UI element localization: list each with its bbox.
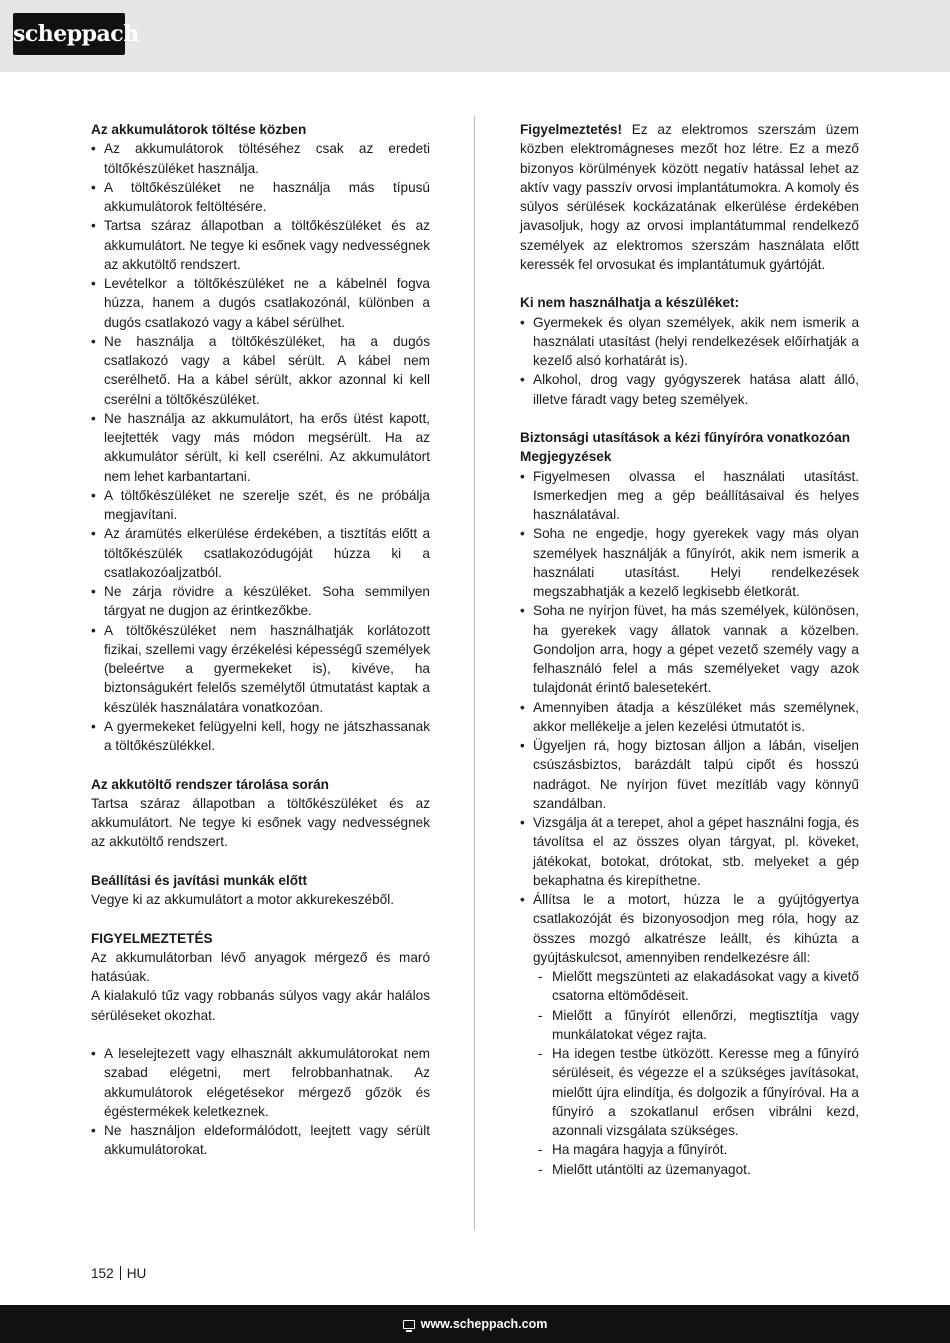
warning-text-1: Az akkumulátorban lévő anyagok mérgező és maró hatásúak.: [91, 949, 430, 984]
list-item: • Tartsa száraz állapotban a töltőkészüléket és az akkumulátort. Ne tegye ki esőnek vagy nedvességnek az akkutöltő rendszert.: [91, 216, 430, 274]
maintenance-text: Vegye ki az akkumulátort a motor akkurekeszéből.: [91, 892, 394, 907]
list-item: • Az áramütés elkerülése érdekében, a tisztítás előtt a töltőkészülék csatlakozódugóját húzza ki a csatlakozóaljzatból.: [91, 524, 430, 582]
emf-warning-lead: Figyelmeztetés!: [520, 122, 622, 137]
list-item: • Ne használja a töltőkészüléket, ha a dugós csatlakozó vagy a kábel sérült. A kábel nem cserélhető. Ha a kábel sérült, akkor azonnal ki kell cserélni a töltőkészüléket.: [91, 332, 430, 409]
section-title-who: Ki nem használhatja a készüléket:: [520, 295, 740, 311]
sub-list-item: - Ha magára hagyja a fűnyírót.: [538, 1140, 859, 1159]
emf-warning: [520, 120, 859, 274]
list-item: • A leselejtezett vagy elhasznált akkumulátorokat nem szabad elégetni, mert felrobbanhatnak. Az akkumulátorok elégetésekor mérgező gőzök és égéstermékek keletkeznek.: [91, 1044, 430, 1121]
list-item: • Soha ne nyírjon füvet, ha más személyek, különösen, ha gyerekek vagy állatok vannak a közelben. Gondoljon arra, hogy a gépet vezető személy vagy a felhasználó felel a más személyeket vagy azok tulajdonát érintő balesetekért.: [520, 601, 859, 697]
list-item: • Az akkumulátorok töltéséhez csak az eredeti töltőkészüléket használja.: [91, 139, 430, 178]
section-title-notes: Megjegyzések: [520, 449, 612, 465]
list-item: • Levételkor a töltőkészüléket ne a kábelnél fogva húzza, hanem a dugós csatlakozónál, különben a dugós csatlakozó vagy a kábel sérülhet.: [91, 274, 430, 332]
section-title-storage: Az akkutöltő rendszer tárolása során: [91, 776, 329, 792]
bottom-bar: [0, 1305, 950, 1343]
sub-list-item: - Mielőtt a fűnyírót ellenőrzi, megtisztítja vagy munkálatokat végez rajta.: [538, 1006, 859, 1045]
right-column: [520, 120, 859, 1179]
list-item: • Amennyiben átadja a készüléket más személynek, akkor mellékelje a jelen kezelési útmutatót is.: [520, 698, 859, 737]
notes-sublist: [538, 967, 859, 1179]
page-number: 152: [91, 1266, 114, 1281]
list-item: • Vizsgálja át a terepet, ahol a gépet használni fogja, és távolítsa el az összes olyan tárgyat, pl. köveket, játékokat, botokat, drótokat, stb. melyeket a gép bekaphatna és kirepíthetne.: [520, 813, 859, 890]
sub-list-item: - Mielőtt megszünteti az elakadásokat vagy a kivető csatorna eltömődéseit.: [538, 967, 859, 1006]
list-item: • Ügyeljen rá, hogy biztosan álljon a lábán, viseljen csúszásbiztos, barázdált talpú cipőt és hosszú nadrágot. Ne nyírjon füvet mezítláb vagy könnyű szandálban.: [520, 736, 859, 813]
warning-text-2: A kialakuló tűz vagy robbanás súlyos vagy akár halálos sérüléseket okozhat.: [91, 988, 430, 1023]
list-item: • Alkohol, drog vagy gyógyszerek hatása alatt álló, illetve fáradt vagy beteg személyek.: [520, 370, 859, 409]
section-title-warning: FIGYELMEZTETÉS: [91, 930, 213, 946]
sub-list-item: - Mielőtt utántölti az üzemanyagot.: [538, 1160, 859, 1179]
list-item: • Ne zárja rövidre a készüléket. Soha semmilyen tárgyat ne dugjon az érintkezőkbe.: [91, 582, 430, 621]
list-item: • Soha ne engedje, hogy gyerekek vagy más olyan személyek használják a fűnyírót, akik nem ismerik a használati utasítást. Helyi rendelkezések megszabhatják a kezelő legkisebb életkorát.: [520, 524, 859, 601]
header-bar: [0, 0, 950, 72]
sub-list-item: - Ha idegen testbe ütközött. Keresse meg a fűnyíró sérüléseit, és végezze el a szükséges javításokat, mielőtt újra elindítja, és dolgozik a fűnyíróval. Ha a fűnyíró a szokatlanul erősen vibrálni kezd, azonnali vizsgálata szükséges.: [538, 1044, 859, 1140]
emf-warning-text: Ez az elektromos szerszám üzem közben elektromágneses mezőt hoz létre. Ez a mező bizonyos körülmények között negatív hatással lehet az aktív vagy passzív orvosi implantátumokra. A komoly és súlyos sérülések kockázatának elkerülése érdekében javasoljuk, hogy az orvosi implantátummal rendelkező személyek az elektromos szerszám használata előtt keressék fel orvosukat és implantátumuk gyártóját.: [520, 122, 859, 272]
list-item: • Ne használja az akkumulátort, ha erős ütést kapott, leejtették vagy más módon megsérült. Ha az akkumulátor sérült, ki kell cserélni. Az akkumulátort nem lehet karbantartani.: [91, 409, 430, 486]
list-item: • Állítsa le a motort, húzza le a gyújtógyertya csatlakozóját és bizonyosodjon meg róla, hogy az összes mozgó alkatrésze leállt, és kihúzta a gyújtáskulcsot, amennyiben rendelkezésre áll:: [520, 890, 859, 967]
page-footer: [91, 1264, 146, 1283]
list-item: • A töltőkészüléket ne szerelje szét, és ne próbálja megjavítani.: [91, 486, 430, 525]
left-column: [91, 120, 430, 1160]
brand-logo: scheppach: [13, 13, 125, 55]
who-list: [520, 313, 859, 409]
charging-list: [91, 139, 430, 755]
list-item: • Ne használjon eldeformálódott, leejtett vagy sérült akkumulátorokat.: [91, 1121, 430, 1160]
section-title-charging: Az akkumulátorok töltése közben: [91, 122, 307, 137]
section-title-maintenance: Beállítási és javítási munkák előtt: [91, 872, 308, 888]
language-code: HU: [126, 1266, 147, 1281]
monitor-icon: [403, 1320, 415, 1329]
list-item: • A töltőkészüléket nem használhatják korlátozott fizikai, szellemi vagy érzékelési képességű személyek (beleértve a gyermekeket is), kivéve, ha biztonságukért felelős személytől útmutatást kaptak a készülék használatára vonatkozóan.: [91, 621, 430, 717]
column-divider: [474, 116, 475, 1230]
notes-list: [520, 467, 859, 968]
list-item: • Gyermekek és olyan személyek, akik nem ismerik a használati utasítást (helyi rendelkezések előírhatják a kezelő alsó korhatárát is).: [520, 313, 859, 371]
warning-list: [91, 1044, 430, 1160]
list-item: • A gyermekeket felügyelni kell, hogy ne játszhassanak a töltőkészülékkel.: [91, 717, 430, 756]
storage-text: Tartsa száraz állapotban a töltőkészüléket és az akkumulátort. Ne tegye ki esőnek vagy nedvességnek az akkutöltő rendszert.: [91, 795, 430, 850]
list-item: • Figyelmesen olvassa el használati utasítást. Ismerkedjen meg a gép beállításaival és helyes használatával.: [520, 467, 859, 525]
website-link[interactable]: www.scheppach.com: [420, 1317, 548, 1331]
footer-separator: [120, 1266, 121, 1280]
list-item: • A töltőkészüléket ne használja más típusú akkumulátorok feltöltésére.: [91, 178, 430, 217]
section-title-safety: Biztonsági utasítások a kézi fűnyíróra vonatkozóan: [520, 430, 851, 445]
